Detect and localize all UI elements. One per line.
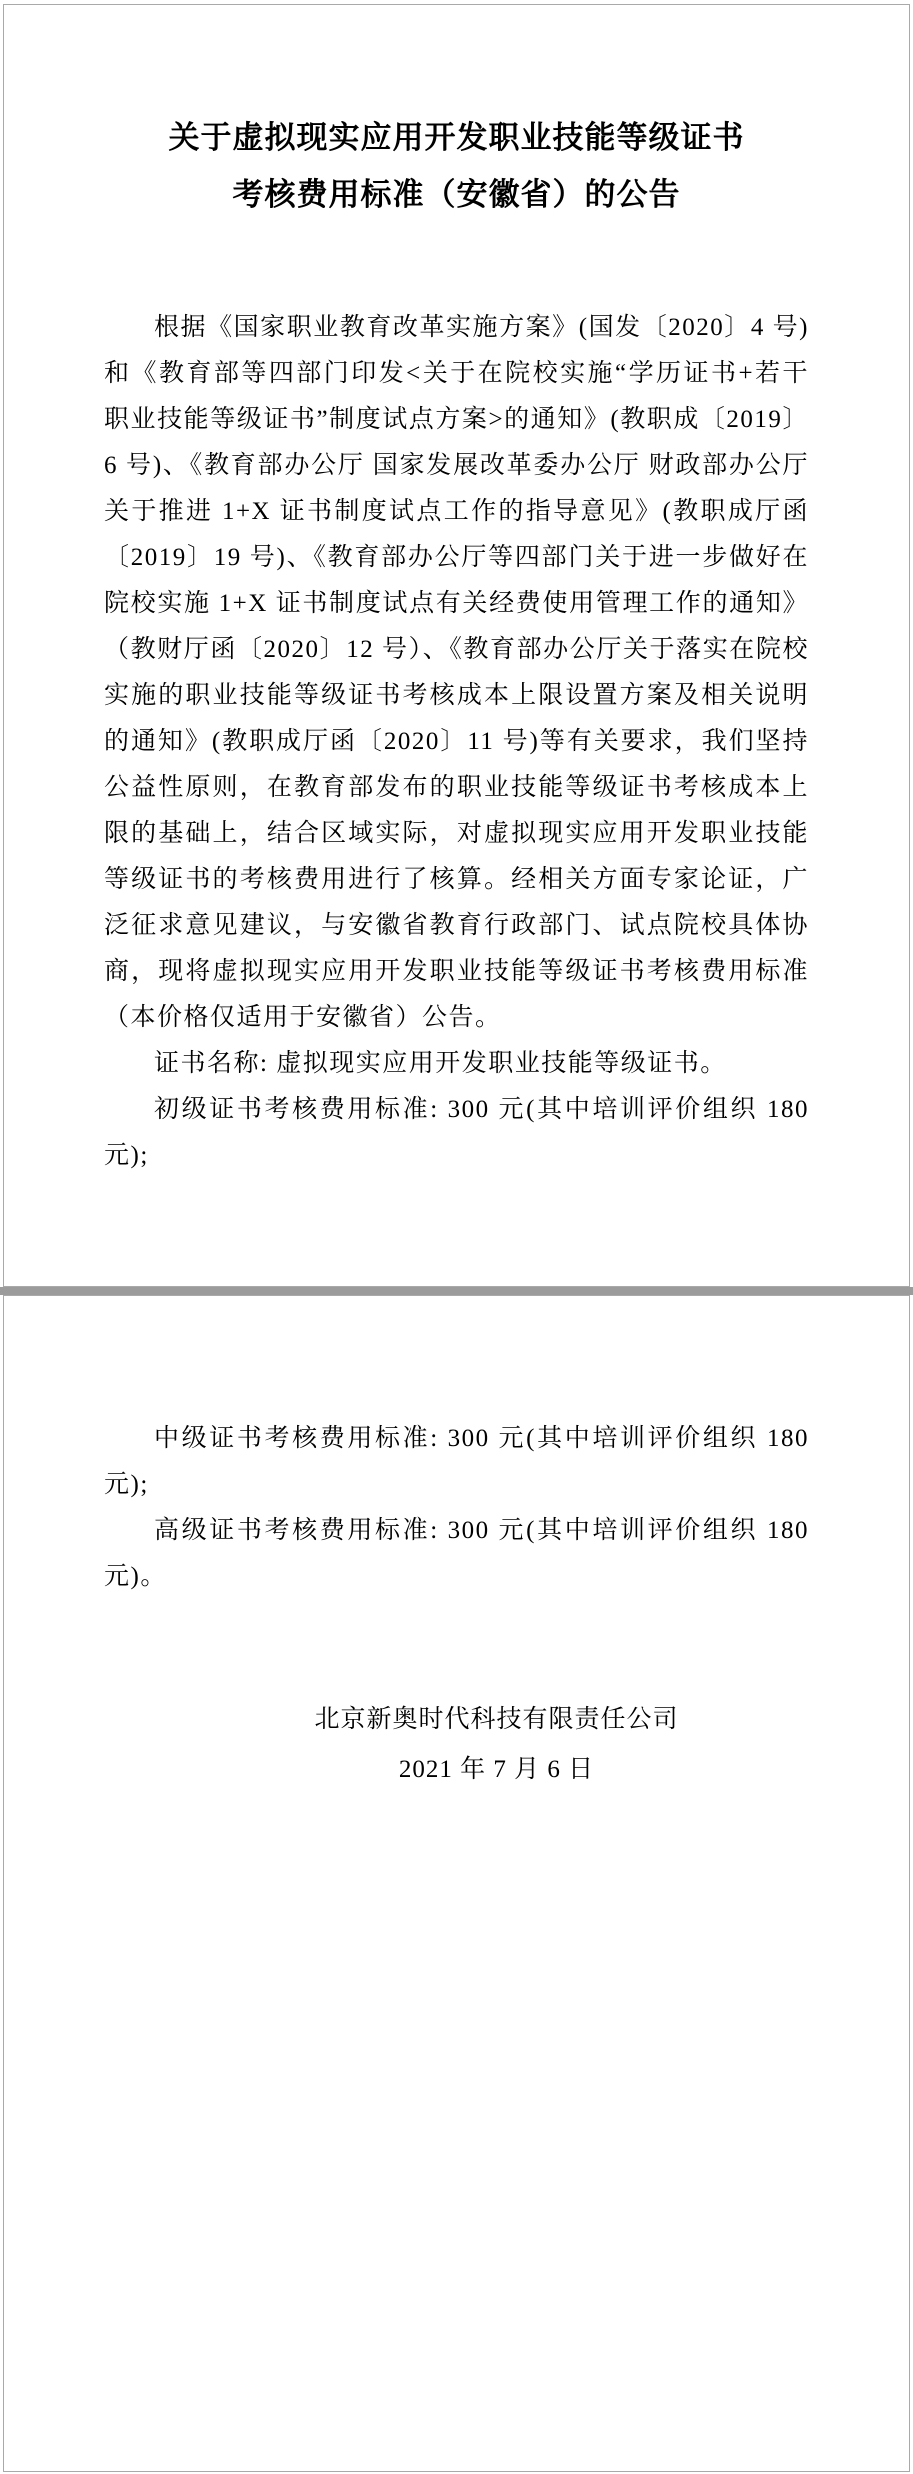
page-2-body [104,1416,809,1600]
page-separator [0,1287,913,1295]
body-paragraph: 根据《国家职业教育改革实施方案》(国发〔2020〕4 号)和《教育部等四部门印发<关于在院校实施“学历证书+若干职业技能等级证书”制度试点方案>的通知》(教职成〔2019〕6 号)、《教育部办公厅 国家发展改革委办公厅 财政部办公厅关于推进 1+X 证书制度试点工作的指导意见》(教职成厅函〔2019〕19 号)、《教育部办公厅等四部门关于进一步做好在院校实施 1+X 证书制度试点有关经费使用管理工作的通知》（教财厅函〔2020〕12 号）、《教育部办公厅关于落实在院校实施的职业技能等级证书考核成本上限设置方案及相关说明的通知》(教职成厅函〔2020〕11 号)等有关要求，我们坚持公益性原则，在教育部发布的职业技能等级证书考核成本上限的基础上，结合区域实际，对虚拟现实应用开发职业技能等级证书的考核费用进行了核算。经相关方面专家论证，广泛征求意见建议，与安徽省教育行政部门、试点院校具体协商，现将虚拟现实应用开发职业技能等级证书考核费用标准（本价格仅适用于安徽省）公告。 [104,314,809,1031]
document-title [104,109,809,223]
signature-block [144,1695,849,1795]
page-1-body [104,305,809,1179]
signature-date: 2021 年 7 月 6 日 [398,1756,595,1783]
signature-company: 北京新奥时代科技有限责任公司 [314,1706,679,1733]
document-page-2 [3,1295,910,2472]
document-title-line-2: 考核费用标准（安徽省）的公告 [232,177,681,212]
body-paragraph: 高级证书考核费用标准: 300 元(其中培训评价组织 180 元)。 [104,1517,809,1590]
body-paragraph: 证书名称: 虚拟现实应用开发职业技能等级证书。 [154,1050,727,1077]
body-paragraph: 初级证书考核费用标准: 300 元(其中培训评价组织 180 元); [104,1096,809,1169]
document-title-line-1: 关于虚拟现实应用开发职业技能等级证书 [168,120,745,155]
document-page-1 [3,4,910,1287]
body-paragraph: 中级证书考核费用标准: 300 元(其中培训评价组织 180 元); [104,1425,809,1498]
